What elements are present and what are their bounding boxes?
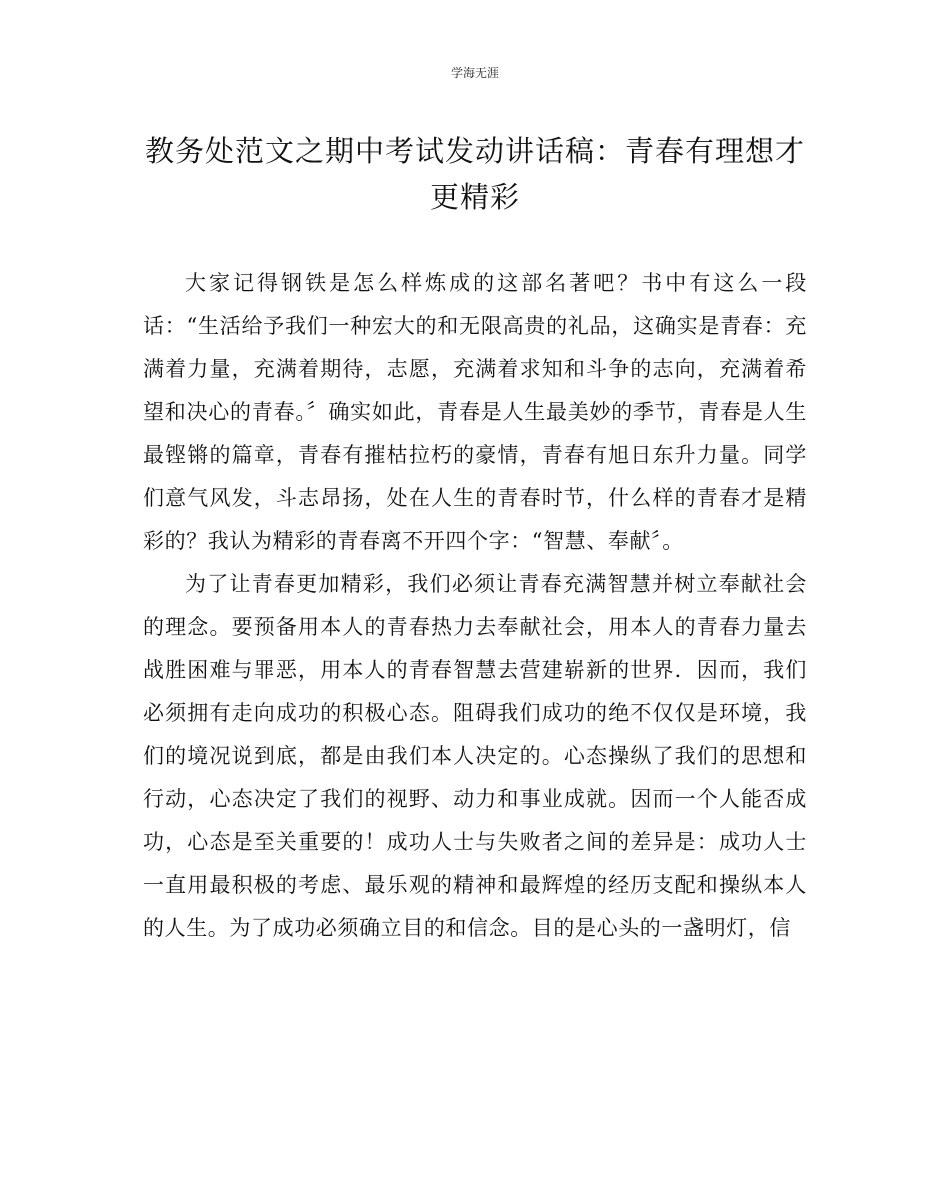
page-header: 学海无涯: [450, 66, 499, 80]
paragraph-2: 为了让青春更加精彩，我们必须让青春充满智慧并树立奉献社会的理念。要预备用本人的青春热力去奉献社会，用本人的青春力量去战胜困难与罪恶，用本人的青春智慧去营建崭新的世界．因而，我们必须拥有走向成功的积极心态。阻碍我们成功的绝不仅仅是环境，我们的境况说到底，都是由我们本人决定的。心态操纵了我们的思想和行动，心态决定了我们的视野、动力和事业成就。因而一个人能否成功，心态是至关重要的！成功人士与失败者之间的差异是：成功人士一直用最积极的考虑、最乐观的精神和最辉煌的经历支配和操纵本人的人生。为了成功必须确立目的和信念。目的是心头的一盏明灯，信: [143, 572, 807, 940]
document-body: [143, 262, 807, 950]
paragraph-1: 大家记得钢铁是怎么样炼成的这部名著吧？书中有这么一段话：“生活给予我们一种宏大的和无限高贵的礼品，这确实是青春：充满着力量，充满着期待，志愿，充满着求知和斗争的志向，充满着希望和决心的青春。〞确实如此，青春是人生最美妙的季节，青春是人生最铿锵的篇章，青春有摧枯拉朽的豪情，青春有旭日东升力量。同学们意气风发，斗志昂扬，处在人生的青春时节，什么样的青春才是精彩的？我认为精彩的青春离不开四个字：“智慧、奉献〞。: [143, 271, 807, 553]
document-title: 教务处范文之期中考试发动讲话稿：青春有理想才更精彩: [144, 134, 805, 214]
